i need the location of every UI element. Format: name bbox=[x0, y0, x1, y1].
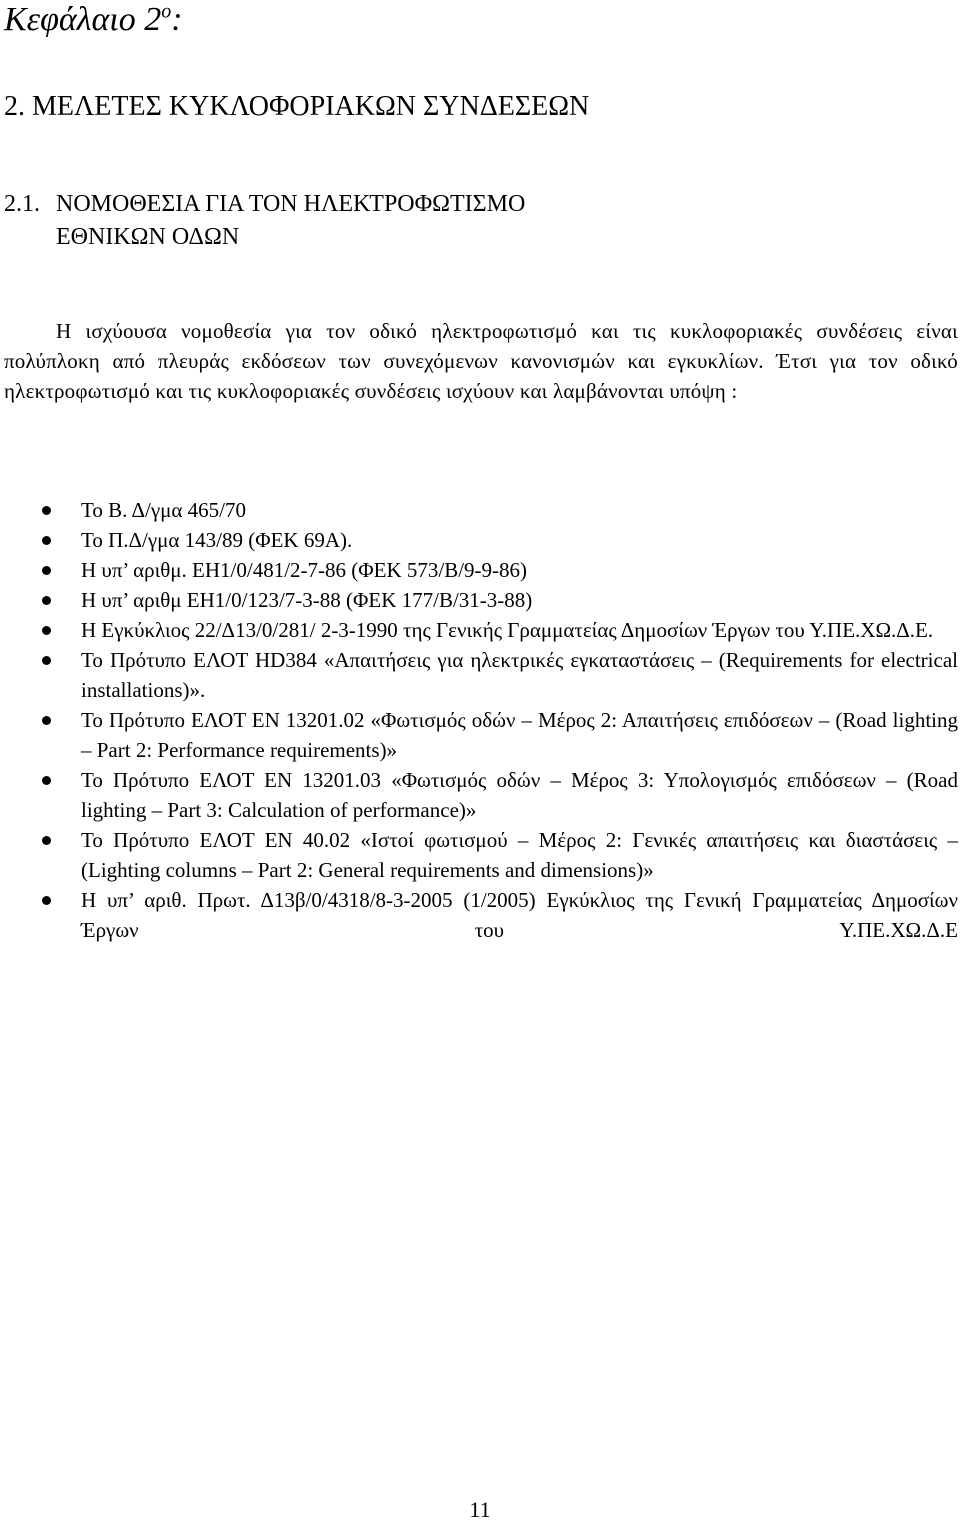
list-item-text: Το Π.Δ/γμα 143/89 (ΦΕΚ 69Α). bbox=[81, 528, 353, 552]
list-item bbox=[0, 825, 960, 885]
bullet-icon bbox=[42, 836, 51, 845]
list-item bbox=[0, 495, 960, 525]
subsection-heading bbox=[4, 188, 525, 254]
chapter-title bbox=[4, 0, 183, 40]
bullet-icon bbox=[42, 716, 51, 725]
bullet-icon bbox=[42, 596, 51, 605]
list-item bbox=[0, 555, 960, 585]
intro-section bbox=[4, 316, 958, 406]
chapter-superscript: ο bbox=[161, 0, 172, 23]
list-item-text: Το Πρότυπο ΕΛΟΤ EN 40.02 «Ιστοί φωτισμού – Μέρος 2: Γενικές απαιτήσεις και διαστάσεις – (Lighting columns – Part 2: General requirements and dimensions)» bbox=[81, 828, 958, 882]
bullet-icon bbox=[42, 626, 51, 635]
legislation-list bbox=[0, 495, 960, 945]
subsection-number: 2.1. bbox=[4, 191, 40, 217]
list-item-text: Το Πρότυπο ΕΛΟΤ HD384 «Απαιτήσεις για ηλεκτρικές εγκαταστάσεις – (Requirements for electrical installations)». bbox=[81, 648, 958, 702]
intro-paragraph: Η ισχύουσα νομοθεσία για τον οδικό ηλεκτροφωτισμό και τις κυκλοφοριακές συνδέσεις είναι πολύπλοκη από πλευράς εκδόσεων των συνεχόμενων κανονισμών και εγκυκλίων. Έτσι για τον οδικό ηλεκτροφωτισμό και τις κυκλοφοριακές συνδέσεις ισχύουν και λαμβάνονται υπόψη : bbox=[4, 319, 958, 403]
subsection-title-line1: ΝΟΜΟΘΕΣΙΑ ΓΙΑ ΤΟΝ ΗΛΕΚΤΡΟΦΩΤΙΣΜΟ bbox=[56, 191, 526, 217]
bullet-icon bbox=[42, 566, 51, 575]
chapter-title-text: Κεφάλαιο 2 bbox=[4, 1, 162, 38]
list-item bbox=[0, 645, 960, 705]
list-item-text: Το Πρότυπο ΕΛΟΤ EN 13201.03 «Φωτισμός οδών – Μέρος 3: Υπολογισμός επιδόσεων – (Road lighting – Part 3: Calculation of performance)» bbox=[81, 768, 958, 822]
list-item bbox=[0, 615, 960, 645]
chapter-title-suffix: : bbox=[171, 1, 183, 38]
list-item-text: Η Εγκύκλιος 22/Δ13/0/281/ 2-3-1990 της Γενικής Γραμματείας Δημοσίων Έργων του Υ.ΠΕ.ΧΩ.Δ.Ε. bbox=[81, 618, 934, 642]
list-item-text: Η υπ’ αριθμ. ΕΗ1/0/481/2-7-86 (ΦΕΚ 573/Β/9-9-86) bbox=[81, 558, 528, 582]
list-item-text: Το Πρότυπο ΕΛΟΤ EN 13201.02 «Φωτισμός οδών – Μέρος 2: Απαιτήσεις επιδόσεων – (Road lighting – Part 2: Performance requirements)» bbox=[81, 708, 958, 762]
list-item bbox=[0, 525, 960, 555]
list-item bbox=[0, 765, 960, 825]
bullet-icon bbox=[42, 776, 51, 785]
page-number: 11 bbox=[469, 1497, 491, 1522]
section-heading: 2. ΜΕΛΕΤΕΣ ΚΥΚΛΟΦΟΡΙΑΚΩΝ ΣΥΝΔΕΣΕΩΝ bbox=[4, 91, 590, 122]
bullet-icon bbox=[42, 506, 51, 515]
list-item bbox=[0, 705, 960, 765]
list-item-text: Η υπ’ αριθμ ΕΗ1/0/123/7-3-88 (ΦΕΚ 177/Β/31-3-88) bbox=[81, 588, 533, 612]
list-item-text: Η υπ’ αριθ. Πρωτ. Δ13β/0/4318/8-3-2005 (1/2005) Εγκύκλιος της Γενική Γραμματείας Δημοσίων Έργων του Υ.ΠΕ.ΧΩ.Δ.Ε bbox=[81, 888, 958, 942]
list-item-text: Το Β. Δ/γμα 465/70 bbox=[81, 498, 246, 522]
list-item bbox=[0, 885, 960, 945]
bullet-icon bbox=[42, 896, 51, 905]
list-item bbox=[0, 585, 960, 615]
subsection-title-line2: ΕΘΝΙΚΩΝ ΟΔΩΝ bbox=[56, 224, 240, 250]
bullet-icon bbox=[42, 536, 51, 545]
bullet-icon bbox=[42, 656, 51, 665]
